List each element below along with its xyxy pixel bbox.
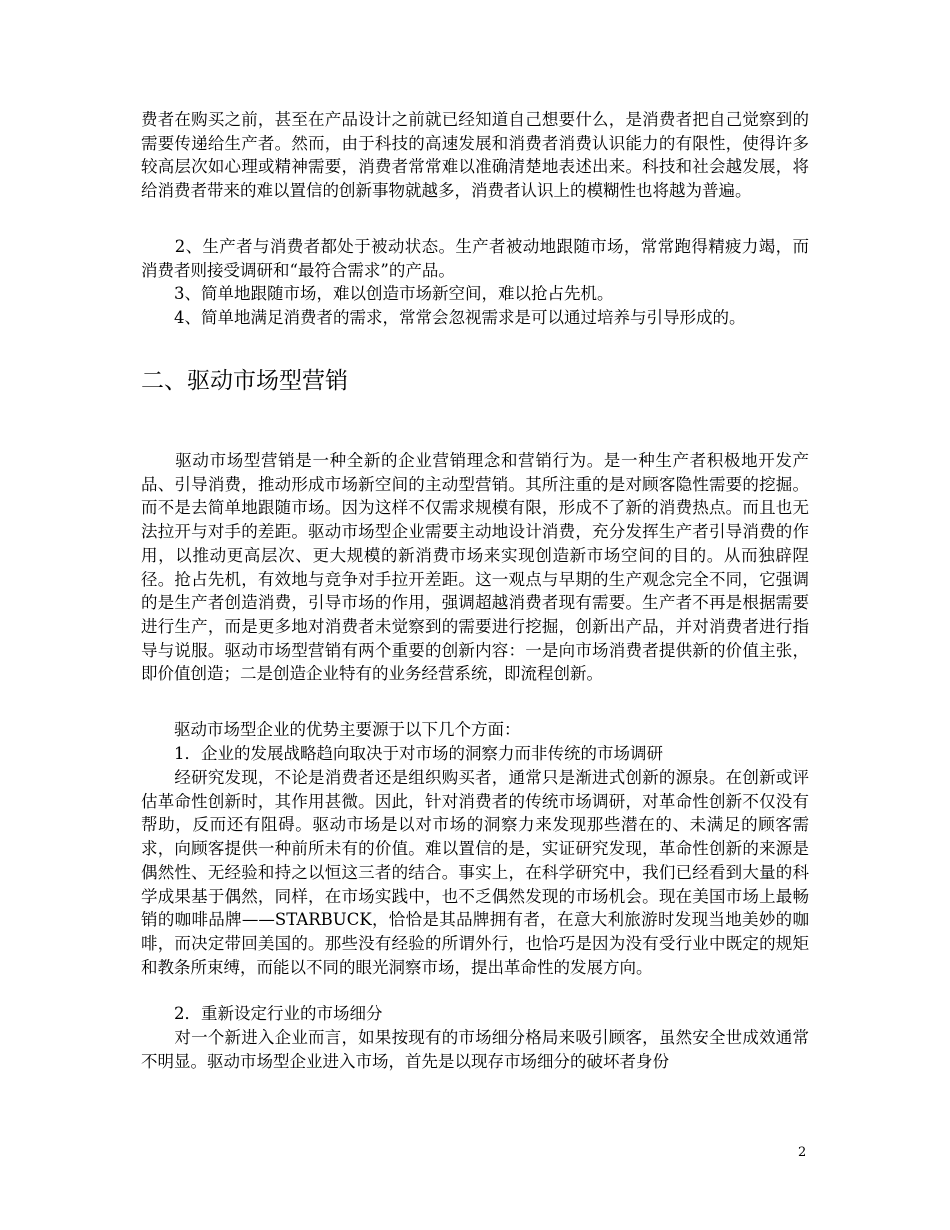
paragraph-point-2: 2、生产者与消费者都处于被动状态。生产者被动地跟随市场，常常跑得精疲力竭，而消费者则接受调研和“最符合需求”的产品。 bbox=[141, 237, 809, 280]
section-heading: 二、驱动市场型营销 bbox=[141, 368, 348, 394]
paragraph-advantage-1-body: 经研究发现，不论是消费者还是组织购买者，通常只是渐进式创新的源泉。在创新或评估革命性创新时，其作用甚微。因此，针对消费者的传统市场调研，对革命性创新不仅没有帮助，反而还有阻碍。驱动市场是以对市场的洞察力来发现那些潜在的、未满足的顾客需求，向顾客提供一种前所未有的价值。难以置信的是，实证研究发现，革命性创新的来源是偶然性、无经验和持之以恒这三者的结合。事实上，在科学研究中，我们已经看到大量的科学成果基于偶然，同样，在市场实践中，也不乏偶然发现的市场机会。现在美国市场上最畅销的咖啡品牌——STARBUCK，恰恰是其品牌拥有者，在意大利旅游时发现当地美妙的咖啡，而决定带回美国的。那些没有经验的所谓外行，也恰巧是因为没有受行业中既定的规矩和教条所束缚，而能以不同的眼光洞察市场，提出革命性的发展方向。 bbox=[141, 768, 809, 977]
paragraph-advantage-2-body: 对一个新进入企业而言，如果按现有的市场细分格局来吸引顾客，虽然安全世成效通常不明显。驱动市场型企业进入市场，首先是以现存市场细分的破坏者身份 bbox=[141, 1028, 809, 1071]
paragraph-market-driving-intro: 驱动市场型营销是一种全新的企业营销理念和营销行为。是一种生产者积极地开发产品、引导消费，推动形成市场新空间的主动型营销。其所注重的是对顾客隐性需要的挖掘。而不是去简单地跟随市场。因为这样不仅需求规模有限，形成不了新的消费热点。而且也无法拉开与对手的差距。驱动市场型企业需要主动地设计消费，充分发挥生产者引导消费的作用，以推动更高层次、更大规模的新消费市场来实现创造新市场空间的目的。从而独辟陧径。抢占先机，有效地与竞争对手拉开差距。这一观点与早期的生产观念完全不同，它强调的是生产者创造消费，引导市场的作用，强调超越消费者现有需要。生产者不再是根据需要进行生产，而是更多地对消费者未觉察到的需要进行挖掘，创新出产品，并对消费者进行指导与说服。驱动市场型营销有两个重要的创新内容：一是向市场消费者提供新的价值主张，即价值创造；二是创造企业特有的业务经营系统，即流程创新。 bbox=[141, 451, 809, 684]
paragraph-advantage-1-title: 1．企业的发展战略趋向取决于对市场的洞察力而非传统的市场调研 bbox=[141, 744, 663, 763]
paragraph-consumer-needs: 费者在购买之前，甚至在产品设计之前就已经知道自己想要什么，是消费者把自己觉察到的需要传递给生产者。然而，由于科技的高速发展和消费者消费认识能力的有限性，使得许多较高层次如心理或精神需要，消费者常常难以准确清楚地表述出来。科技和社会越发展，将给消费者带来的难以置信的创新事物就越多，消费者认识上的模糊性也将越为普遍。 bbox=[141, 110, 809, 201]
page-number: 2 bbox=[798, 1145, 807, 1160]
paragraph-point-4: 4、简单地满足消费者的需求，常常会忽视需求是可以通过培养与引导形成的。 bbox=[141, 308, 746, 327]
paragraph-point-3: 3、简单地跟随市场，难以创造市场新空间，难以抢占先机。 bbox=[141, 284, 614, 303]
paragraph-advantages-lead: 驱动市场型企业的优势主要源于以下几个方面： bbox=[141, 720, 521, 739]
paragraph-advantage-2-title: 2．重新设定行业的市场细分 bbox=[141, 1004, 383, 1023]
